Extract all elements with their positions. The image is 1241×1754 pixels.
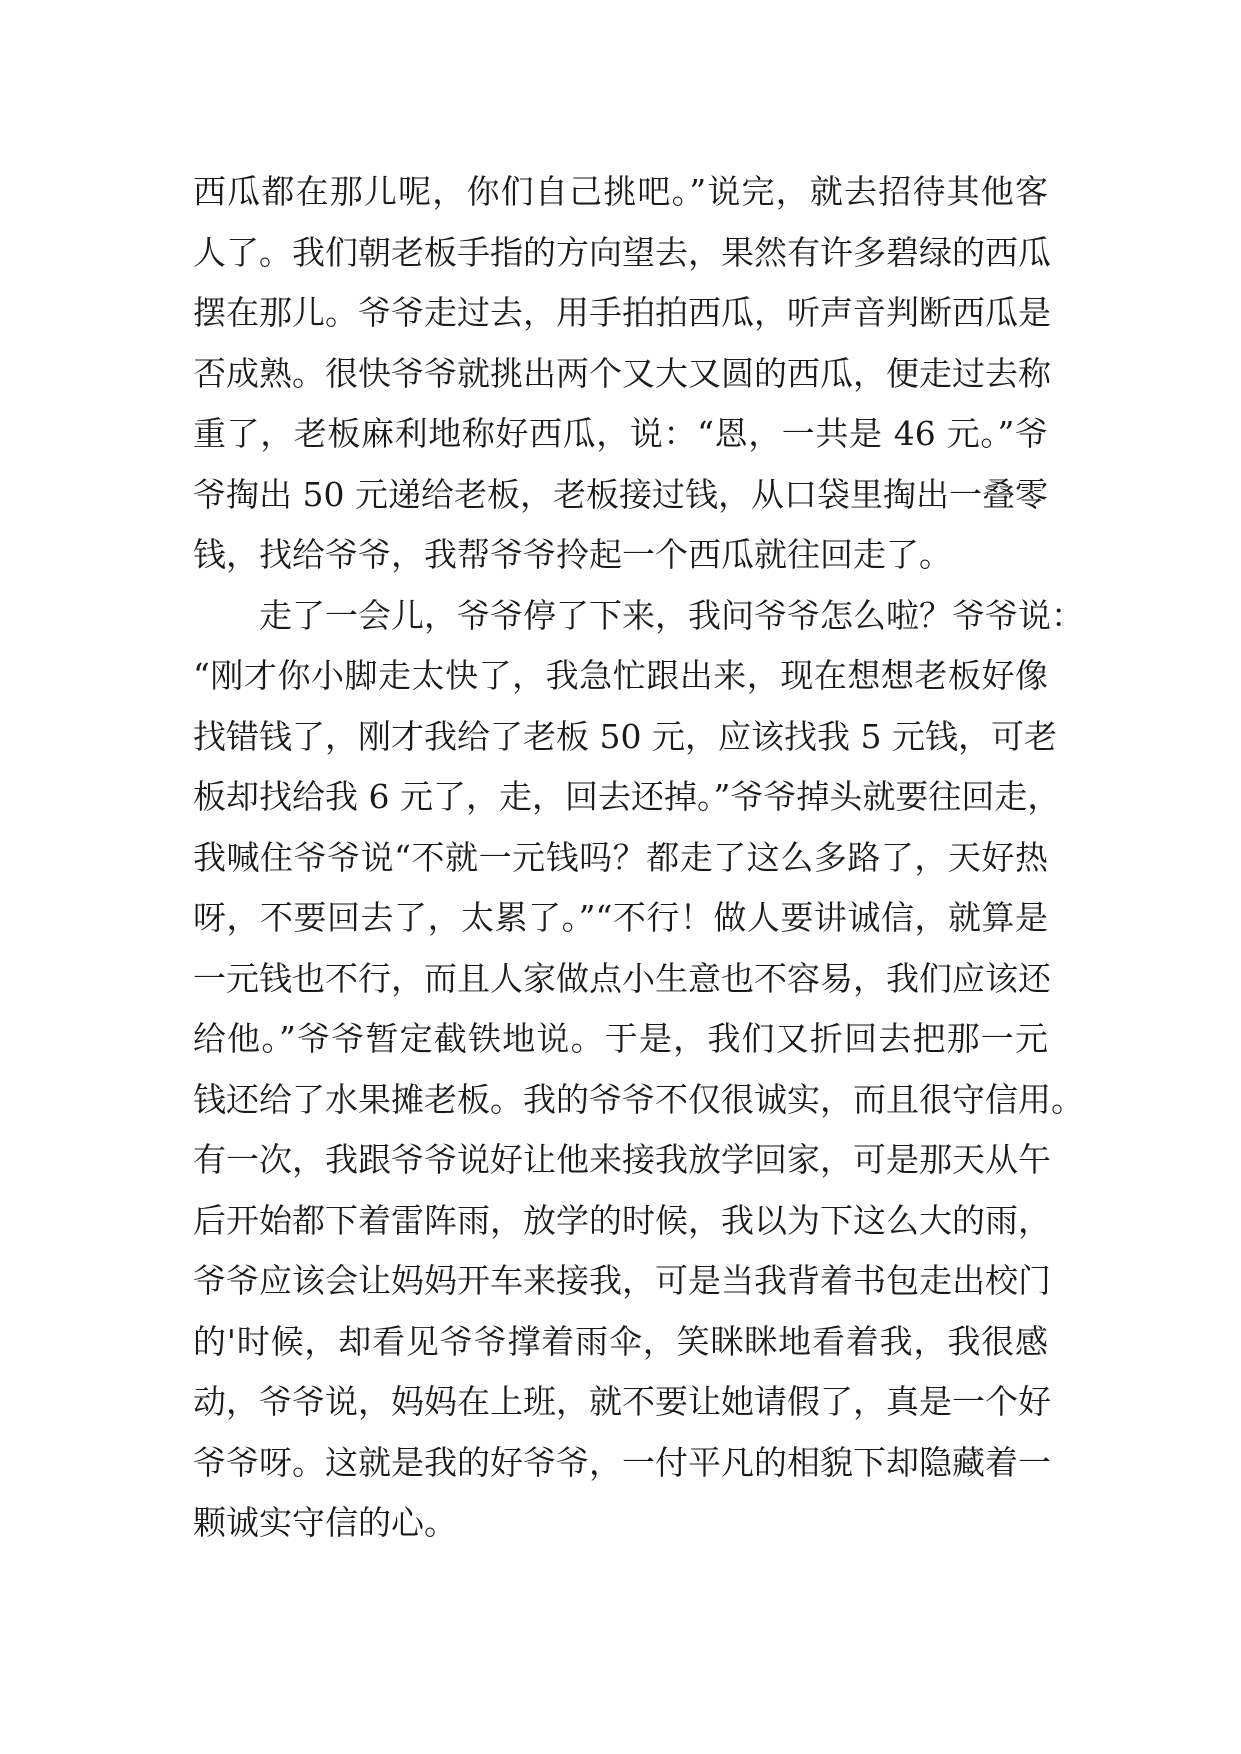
text-line: 人了。我们朝老板手指的方向望去，果然有许多碧绿的西瓜 xyxy=(193,232,1051,272)
text-line: 找错钱了，刚才我给了老板 50 元，应该找我 5 元钱，可老 xyxy=(193,716,1057,756)
text-line: 重了，老板麻利地称好西瓜，说：“恩，一共是 46 元。”爷 xyxy=(193,414,1048,453)
text-line: 爷掏出 50 元递给老板，老板接过钱，从口袋里掏出一叠零 xyxy=(193,474,1048,514)
text-line: 的'时候，却看见爷爷撑着雨伞，笑眯眯地看着我，我很感 xyxy=(193,1321,1048,1361)
text-line: 爷爷应该会让妈妈开车来接我，可是当我背着书包走出校门 xyxy=(193,1261,1051,1300)
text-line: 走了一会儿，爷爷停了下来，我问爷爷怎么啦？爷爷说： xyxy=(259,595,1084,635)
text-line: 有一次，我跟爷爷说好让他来接我放学回家，可是那天从午 xyxy=(193,1140,1051,1179)
text-line: 一元钱也不行，而且人家做点小生意也不容易，我们应该还 xyxy=(193,958,1051,998)
text-line: 摆在那儿。爷爷走过去，用手拍拍西瓜，听声音判断西瓜是 xyxy=(193,293,1051,332)
text-line: 颗诚实守信的心。 xyxy=(193,1503,457,1542)
body-text xyxy=(193,162,1084,1554)
text-line: 动，爷爷说，妈妈在上班，就不要让她请假了，真是一个好 xyxy=(193,1382,1051,1421)
text-line: “刚才你小脚走太快了，我急忙跟出来，现在想想老板好像 xyxy=(193,656,1048,695)
text-line: 钱，找给爷爷，我帮爷爷拎起一个西瓜就往回走了。 xyxy=(193,535,952,574)
text-line: 呀，不要回去了，太累了。”“不行！做人要讲诚信，就算是 xyxy=(193,898,1048,937)
text-line: 否成熟。很快爷爷就挑出两个又大又圆的西瓜，便走过去称 xyxy=(193,353,1051,393)
text-line: 我喊住爷爷说“不就一元钱吗？都走了这么多路了，天好热 xyxy=(193,837,1048,877)
text-line: 给他。”爷爷暂定截铁地说。于是，我们又折回去把那一元 xyxy=(193,1019,1048,1058)
text-line: 后开始都下着雷阵雨，放学的时候，我以为下这么大的雨， xyxy=(193,1200,1051,1240)
text-line: 钱还给了水果摊老板。我的爷爷不仅很诚实，而且很守信用。 xyxy=(193,1079,1084,1119)
text-line: 板却找给我 6 元了，走，回去还掉。”爷爷掉头就要往回走， xyxy=(193,777,1061,816)
text-line: 爷爷呀。这就是我的好爷爷，一付平凡的相貌下却隐藏着一 xyxy=(193,1442,1051,1482)
text-line: 西瓜都在那儿呢，你们自己挑吧。”说完，就去招待其他客 xyxy=(193,172,1048,211)
